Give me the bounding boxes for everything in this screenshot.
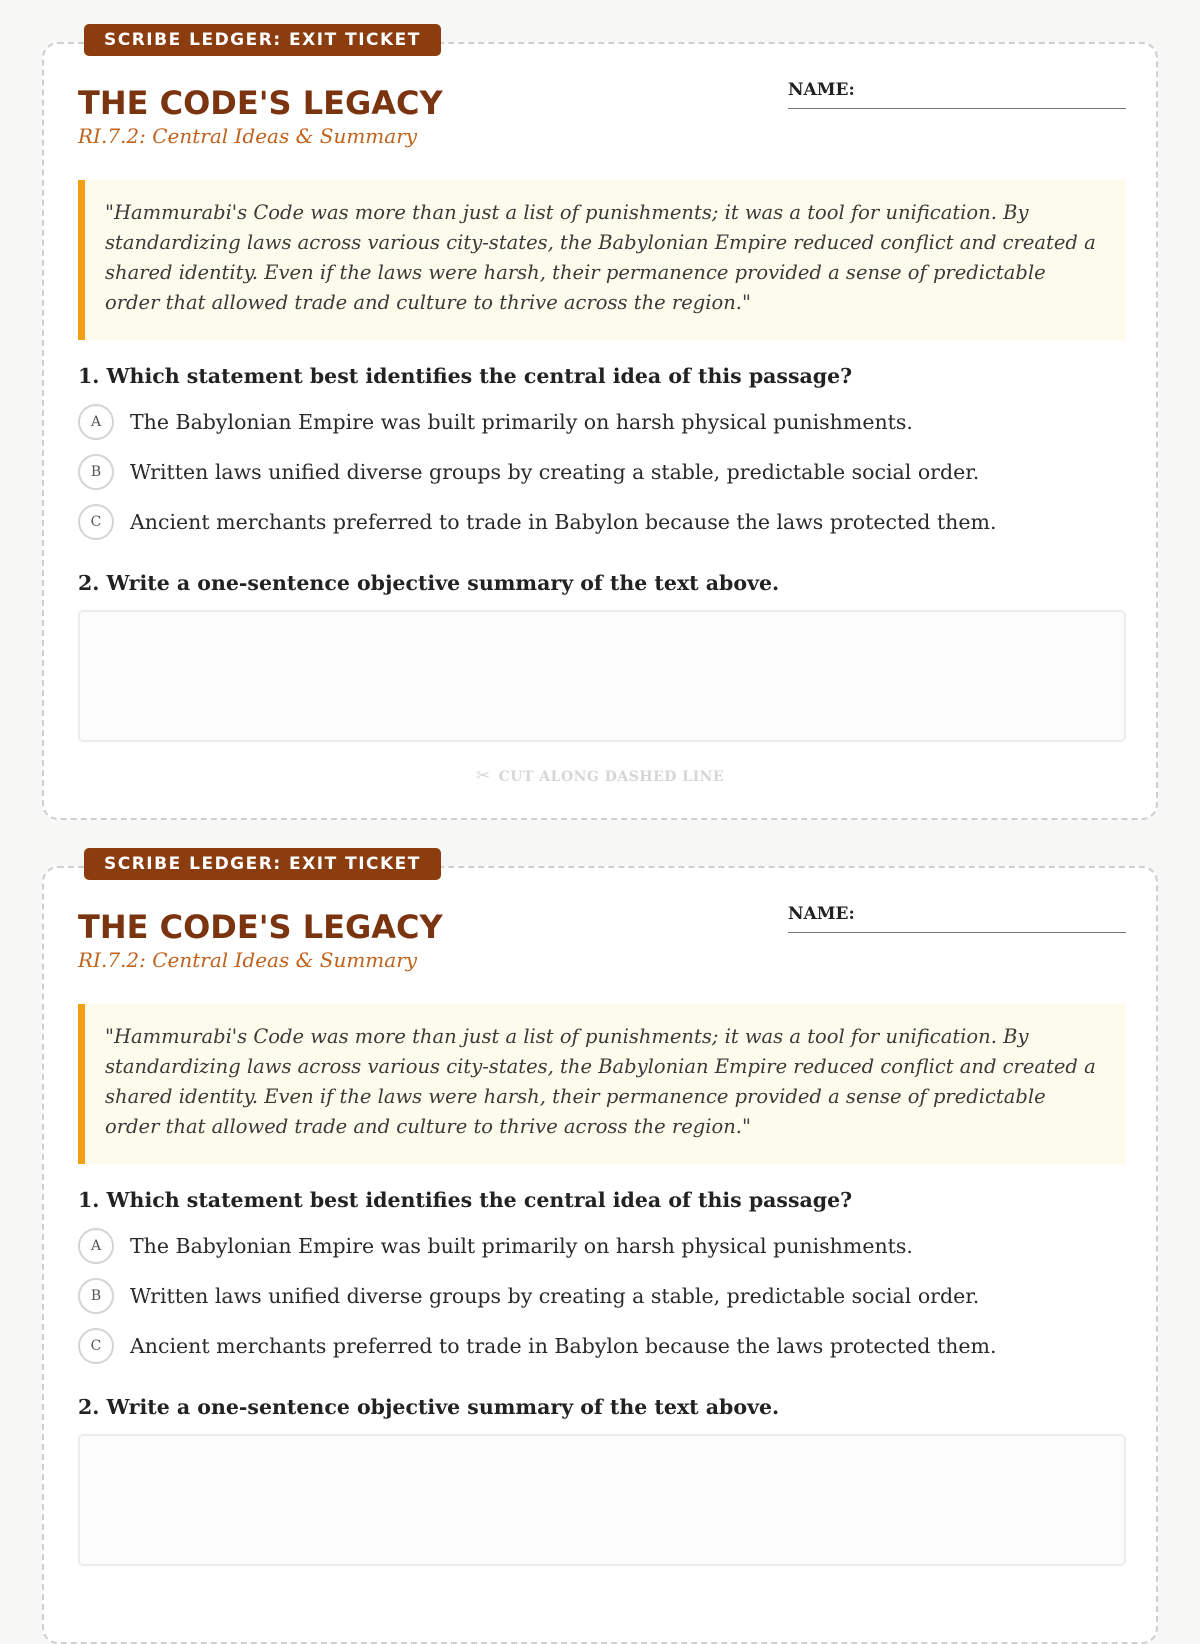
standard-subtitle: RI.7.2: Central Ideas & Summary	[78, 124, 418, 148]
name-label: NAME:	[788, 80, 855, 100]
choice-letter[interactable]: C	[78, 1328, 114, 1364]
choice-text: The Babylonian Empire was built primarily on harsh physical punishments.	[130, 410, 913, 434]
name-field[interactable]	[788, 932, 1126, 933]
choice-b[interactable]	[78, 452, 979, 492]
choice-letter[interactable]: C	[78, 504, 114, 540]
passage-quote: "Hammurabi's Code was more than just a list of punishments; it was a tool for unification. By standardizing laws across various city-states, the Babylonian Empire reduced conflict and created a shared identity. Even if the laws were harsh, their permanence provided a sense of predictable order that allowed trade and culture to thrive across the region."	[78, 1004, 1126, 1164]
cut-line-label	[44, 766, 1156, 786]
summary-answer-box[interactable]	[78, 1434, 1126, 1566]
scissors-icon: ✂	[475, 766, 491, 786]
choice-text: The Babylonian Empire was built primarily on harsh physical punishments.	[130, 1234, 913, 1258]
question-1: 1. Which statement best identifies the central idea of this passage?	[78, 1188, 853, 1212]
ticket-badge: SCRIBE LEDGER: EXIT TICKET	[84, 848, 441, 880]
standard-subtitle: RI.7.2: Central Ideas & Summary	[78, 948, 418, 972]
choice-letter[interactable]: A	[78, 404, 114, 440]
summary-answer-box[interactable]	[78, 610, 1126, 742]
passage-quote: "Hammurabi's Code was more than just a list of punishments; it was a tool for unification. By standardizing laws across various city-states, the Babylonian Empire reduced conflict and created a shared identity. Even if the laws were harsh, their permanence provided a sense of predictable order that allowed trade and culture to thrive across the region."	[78, 180, 1126, 340]
choice-text: Ancient merchants preferred to trade in Babylon because the laws protected them.	[130, 510, 997, 534]
choice-c[interactable]	[78, 1326, 996, 1366]
choice-letter[interactable]: B	[78, 1278, 114, 1314]
name-label: NAME:	[788, 904, 855, 924]
choice-a[interactable]	[78, 402, 913, 442]
question-2: 2. Write a one-sentence objective summary of the text above.	[78, 571, 780, 595]
exit-ticket	[42, 30, 1158, 820]
question-2: 2. Write a one-sentence objective summary of the text above.	[78, 1395, 780, 1419]
choice-letter[interactable]: B	[78, 454, 114, 490]
choice-letter[interactable]: A	[78, 1228, 114, 1264]
ticket-title: THE CODE'S LEGACY	[78, 908, 443, 946]
choice-a[interactable]	[78, 1226, 913, 1266]
cut-label-text: CUT ALONG DASHED LINE	[498, 769, 725, 785]
choice-text: Written laws unified diverse groups by creating a stable, predictable social order.	[130, 460, 980, 484]
choice-b[interactable]	[78, 1276, 979, 1316]
choice-text: Written laws unified diverse groups by creating a stable, predictable social order.	[130, 1284, 980, 1308]
ticket-title: THE CODE'S LEGACY	[78, 84, 443, 122]
name-field[interactable]	[788, 108, 1126, 109]
question-1: 1. Which statement best identifies the central idea of this passage?	[78, 364, 853, 388]
ticket-badge: SCRIBE LEDGER: EXIT TICKET	[84, 24, 441, 56]
exit-ticket	[42, 854, 1158, 1644]
choice-text: Ancient merchants preferred to trade in Babylon because the laws protected them.	[130, 1334, 997, 1358]
choice-c[interactable]	[78, 502, 996, 542]
